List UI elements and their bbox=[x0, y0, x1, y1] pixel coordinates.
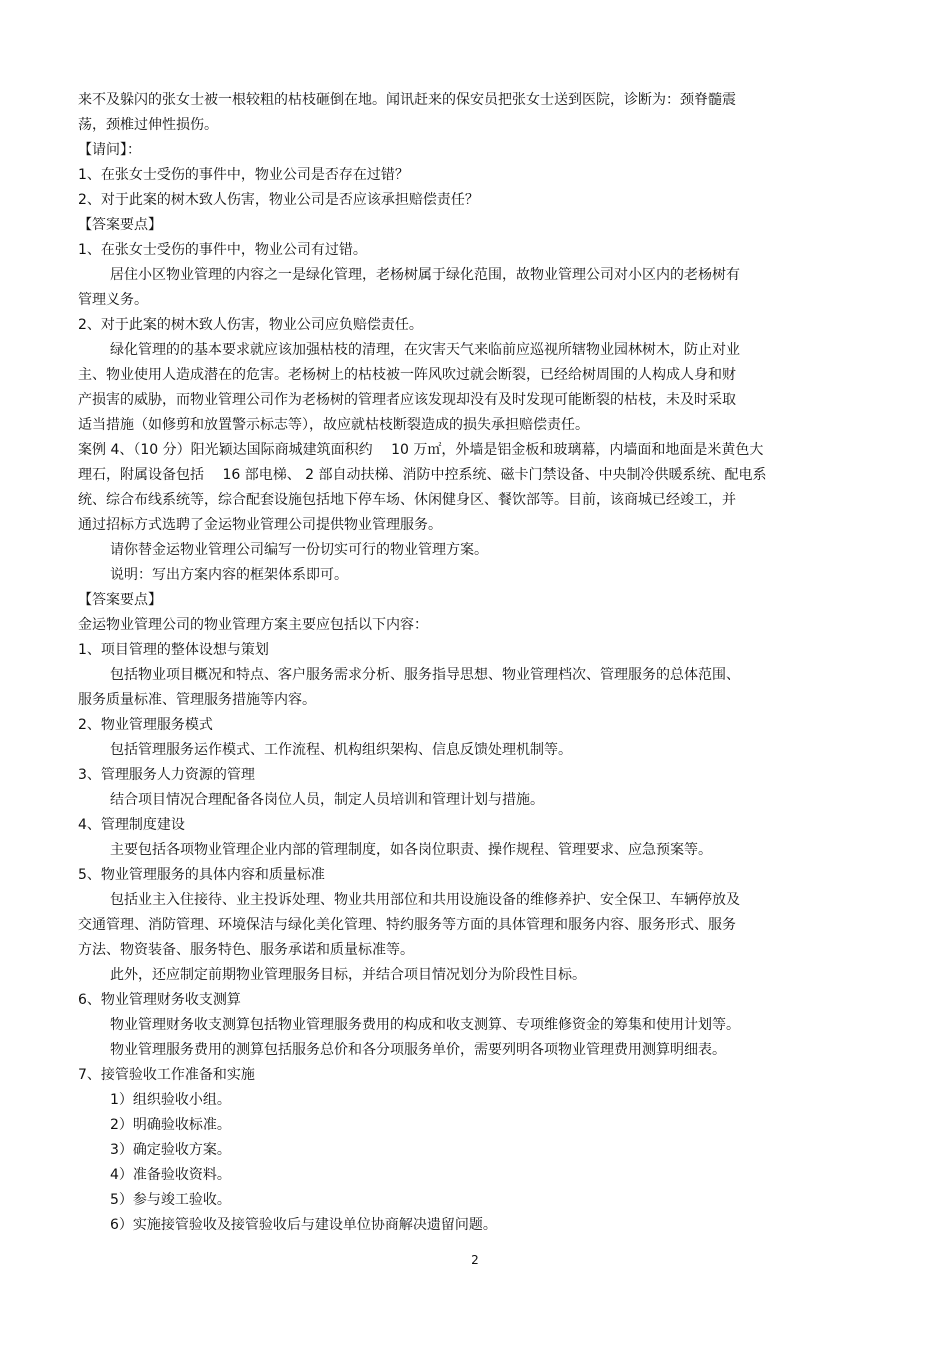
text-line: 结合项目情况合理配备各岗位人员，制定人员培训和管理计划与措施。 bbox=[110, 792, 544, 808]
text-line: 说明：写出方案内容的框架体系即可。 bbox=[110, 567, 348, 583]
text-line: 2、对于此案的树木致人伤害，物业公司应负赔偿责任。 bbox=[78, 317, 423, 333]
text-line: 交通管理、消防管理、环境保洁与绿化美化管理、特约服务等方面的具体管理和服务内容、服务形式、服务 bbox=[78, 917, 736, 933]
text-line: 5）参与竣工验收。 bbox=[110, 1192, 231, 1208]
text-line: 案例 4、（10 分）阳光颖达国际商城建筑面积约 10 万㎡，外墙是铝金板和玻璃幕，内墙面和地面是米黄色大 bbox=[78, 442, 764, 458]
text-line: 主要包括各项物业管理企业内部的管理制度，如各岗位职责、操作规程、管理要求、应急预案等。 bbox=[110, 842, 712, 858]
text-line: 1、项目管理的整体设想与策划 bbox=[78, 642, 269, 658]
text-line: 【答案要点】 bbox=[78, 217, 162, 233]
text-line: 1、在张女士受伤的事件中，物业公司是否存在过错？ bbox=[78, 167, 409, 183]
text-line: 荡，颈椎过伸性损伤。 bbox=[78, 117, 218, 133]
text-line: 绿化管理的的基本要求就应该加强枯枝的清理，在灾害天气来临前应巡视所辖物业园林树木，防止对业 bbox=[110, 342, 740, 358]
text-line: 【请问】： bbox=[78, 142, 141, 158]
text-line: 2）明确验收标准。 bbox=[110, 1117, 231, 1133]
text-line: 此外，还应制定前期物业管理服务目标，并结合项目情况划分为阶段性目标。 bbox=[110, 967, 586, 983]
text-line: 服务质量标准、管理服务措施等内容。 bbox=[78, 692, 316, 708]
document-body bbox=[78, 88, 878, 1238]
text-line: 7、接管验收工作准备和实施 bbox=[78, 1067, 255, 1083]
text-line: 物业管理财务收支测算包括物业管理服务费用的构成和收支测算、专项维修资金的筹集和使用计划等。 bbox=[110, 1017, 740, 1033]
text-line: 包括管理服务运作模式、工作流程、机构组织架构、信息反馈处理机制等。 bbox=[110, 742, 572, 758]
text-line: 主、物业使用人造成潜在的危害。老杨树上的枯枝被一阵风吹过就会断裂，已经给树周围的人构成人身和财 bbox=[78, 367, 736, 383]
page-number: 2 bbox=[471, 1253, 479, 1267]
text-line: 1、在张女士受伤的事件中，物业公司有过错。 bbox=[78, 242, 367, 258]
text-line: 包括业主入住接待、业主投诉处理、物业共用部位和共用设施设备的维修养护、安全保卫、车辆停放及 bbox=[110, 892, 740, 908]
text-line: 理石，附属设备包括 16 部电梯、 2 部自动扶梯、消防中控系统、磁卡门禁设备、中央制冷供暖系统、配电系 bbox=[78, 467, 767, 483]
text-line: 产损害的威胁，而物业管理公司作为老杨树的管理者应该发现却没有及时发现可能断裂的枯枝，未及时采取 bbox=[78, 392, 736, 408]
text-line: 3）确定验收方案。 bbox=[110, 1142, 231, 1158]
text-line: 4）准备验收资料。 bbox=[110, 1167, 231, 1183]
text-line: 包括物业项目概况和特点、客户服务需求分析、服务指导思想、物业管理档次、管理服务的总体范围、 bbox=[110, 667, 740, 683]
text-line: 方法、物资装备、服务特色、服务承诺和质量标准等。 bbox=[78, 942, 414, 958]
text-line: 统、综合布线系统等，综合配套设施包括地下停车场、休闲健身区、餐饮部等。目前，该商城已经竣工，并 bbox=[78, 492, 736, 508]
text-line: 6、物业管理财务收支测算 bbox=[78, 992, 241, 1008]
text-line: 5、物业管理服务的具体内容和质量标准 bbox=[78, 867, 325, 883]
text-line: 1）组织验收小组。 bbox=[110, 1092, 231, 1108]
text-line: 居住小区物业管理的内容之一是绿化管理，老杨树属于绿化范围，故物业管理公司对小区内的老杨树有 bbox=[110, 267, 740, 283]
text-line: 管理义务。 bbox=[78, 292, 148, 308]
text-line: 金运物业管理公司的物业管理方案主要应包括以下内容： bbox=[78, 617, 428, 633]
text-line: 请你替金运物业管理公司编写一份切实可行的物业管理方案。 bbox=[110, 542, 488, 558]
text-line: 来不及躲闪的张女士被一根较粗的枯枝砸倒在地。闻讯赶来的保安员把张女士送到医院，诊断为：颈脊髓震 bbox=[78, 92, 736, 108]
text-line: 2、物业管理服务模式 bbox=[78, 717, 213, 733]
text-line: 3、管理服务人力资源的管理 bbox=[78, 767, 255, 783]
text-line: 2、对于此案的树木致人伤害，物业公司是否应该承担赔偿责任？ bbox=[78, 192, 479, 208]
text-line: 适当措施（如修剪和放置警示标志等），故应就枯枝断裂造成的损失承担赔偿责任。 bbox=[78, 417, 589, 433]
text-line: 物业管理服务费用的测算包括服务总价和各分项服务单价，需要列明各项物业管理费用测算明细表。 bbox=[110, 1042, 726, 1058]
text-line: 【答案要点】 bbox=[78, 592, 162, 608]
text-line: 通过招标方式选聘了金运物业管理公司提供物业管理服务。 bbox=[78, 517, 442, 533]
text-line: 4、管理制度建设 bbox=[78, 817, 185, 833]
text-line: 6）实施接管验收及接管验收后与建设单位协商解决遗留问题。 bbox=[110, 1217, 497, 1233]
